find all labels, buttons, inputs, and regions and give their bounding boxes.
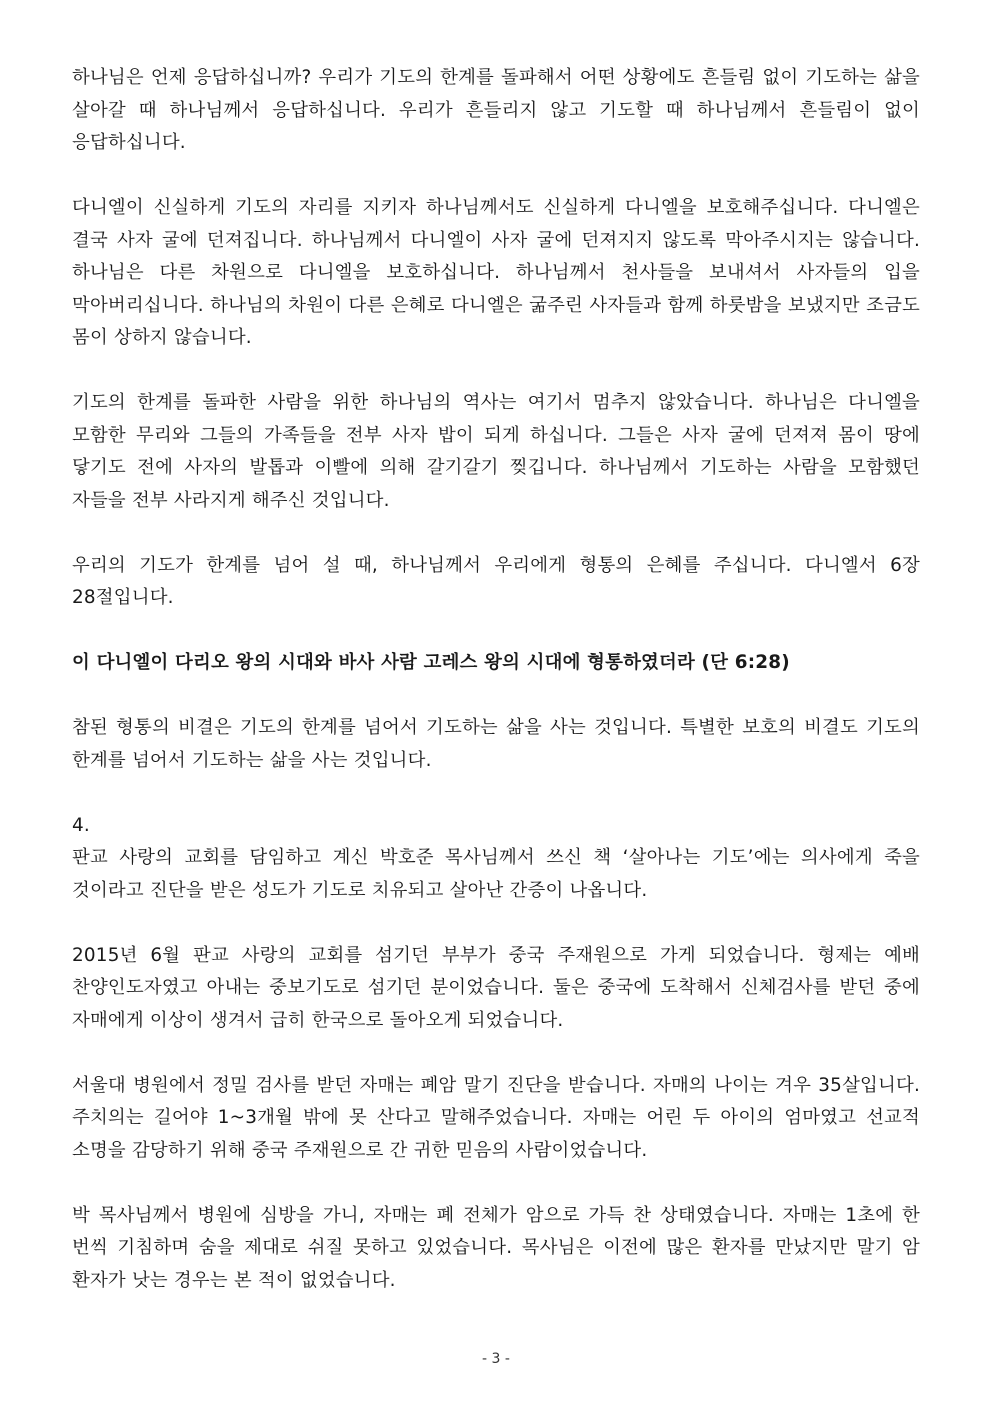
paragraph-secret-of-prosperity: 참된 형통의 비결은 기도의 한계를 넘어서 기도하는 삶을 사는 것입니다. 특별한 보호의 비결도 기도의 한계를 넘어서 기도하는 삶을 사는 것입니다. [72,717,920,771]
scripture-verse: 이 다니엘이 다리오 왕의 시대와 바사 사람 고레스 왕의 시대에 형통하였더라 (단 6:28) [72,652,790,673]
document-page [72,62,920,1330]
paragraph-god-work: 기도의 한계를 돌파한 사람을 위한 하나님의 역사는 여기서 멈추지 않았습니다. 하나님은 다니엘을 모함한 무리와 그들의 가족들을 전부 사자 밥이 되게 하십니다. 그들은 사자 굴에 던져져 몸이 땅에 닿기도 전에 사자의 발톱과 이빨에 의해 갈기갈기 찢깁니다. 하나님께서 기도하는 사람을 모함했던 자들을 전부 사라지게 해주신 것입니다. [72,392,920,511]
paragraph-daniel-protection: 다니엘이 신실하게 기도의 자리를 지키자 하나님께서도 신실하게 다니엘을 보호해주십니다. 다니엘은 결국 사자 굴에 던져집니다. 하나님께서 다니엘이 사자 굴에 던져지지 않도록 막아주시지는 않습니다. 하나님은 다른 차원으로 다니엘을 보호하십니다. 하나님께서 천사들을 보내셔서 사자들의 입을 막아버리십니다. 하나님의 차원이 다른 은혜로 다니엘은 굶주린 사자들과 함께 하룻밤을 보냈지만 조금도 몸이 상하지 않습니다. [72,197,920,348]
paragraph-cancer-diagnosis: 서울대 병원에서 정밀 검사를 받던 자매는 폐암 말기 진단을 받습니다. 자매의 나이는 겨우 35살입니다. 주치의는 길어야 1~3개월 밖에 못 산다고 말해주었습니다. 자매는 어린 두 아이의 엄마였고 선교적 소명을 감당하기 위해 중국 주재원으로 간 귀한 믿음의 사람이었습니다. [72,1074,920,1161]
paragraph-book-testimony: 판교 사랑의 교회를 담임하고 계신 박호준 목사님께서 쓰신 책 ‘살아나는 기도’에는 의사에게 죽을 것이라고 진단을 받은 성도가 기도로 치유되고 살아난 간증이 나옵니다. [72,847,920,901]
paragraph-couple-china: 2015년 6월 판교 사랑의 교회를 섬기던 부부가 중국 주재원으로 가게 되었습니다. 형제는 예배 찬양인도자였고 아내는 중보기도로 섬기던 분이었습니다. 둘은 중국에 도착해서 신체검사를 받던 중에 자매에게 이상이 생겨서 급히 한국으로 돌아오게 되었습니다. [72,944,920,1031]
paragraph-answer: 하나님은 언제 응답하십니까? 우리가 기도의 한계를 돌파해서 어떤 상황에도 흔들림 없이 기도하는 삶을 살아갈 때 하나님께서 응답하십니다. 우리가 흔들리지 않고 기도할 때 하나님께서 흔들림이 없이 응답하십니다. [72,67,920,153]
section-number: 4. [72,814,90,836]
page-number: - 3 - [482,1351,510,1367]
paragraph-prosperity-grace: 우리의 기도가 한계를 넘어 설 때, 하나님께서 우리에게 형통의 은혜를 주십니다. 다니엘서 6장 28절입니다. [72,554,920,608]
paragraph-hospital-visit: 박 목사님께서 병원에 심방을 가니, 자매는 폐 전체가 암으로 가득 찬 상태였습니다. 자매는 1초에 한 번씩 기침하며 숨을 제대로 쉬질 못하고 있었습니다. 목사님은 이전에 많은 환자를 만났지만 말기 암 환자가 낫는 경우는 본 적이 없었습니다. [72,1204,920,1291]
